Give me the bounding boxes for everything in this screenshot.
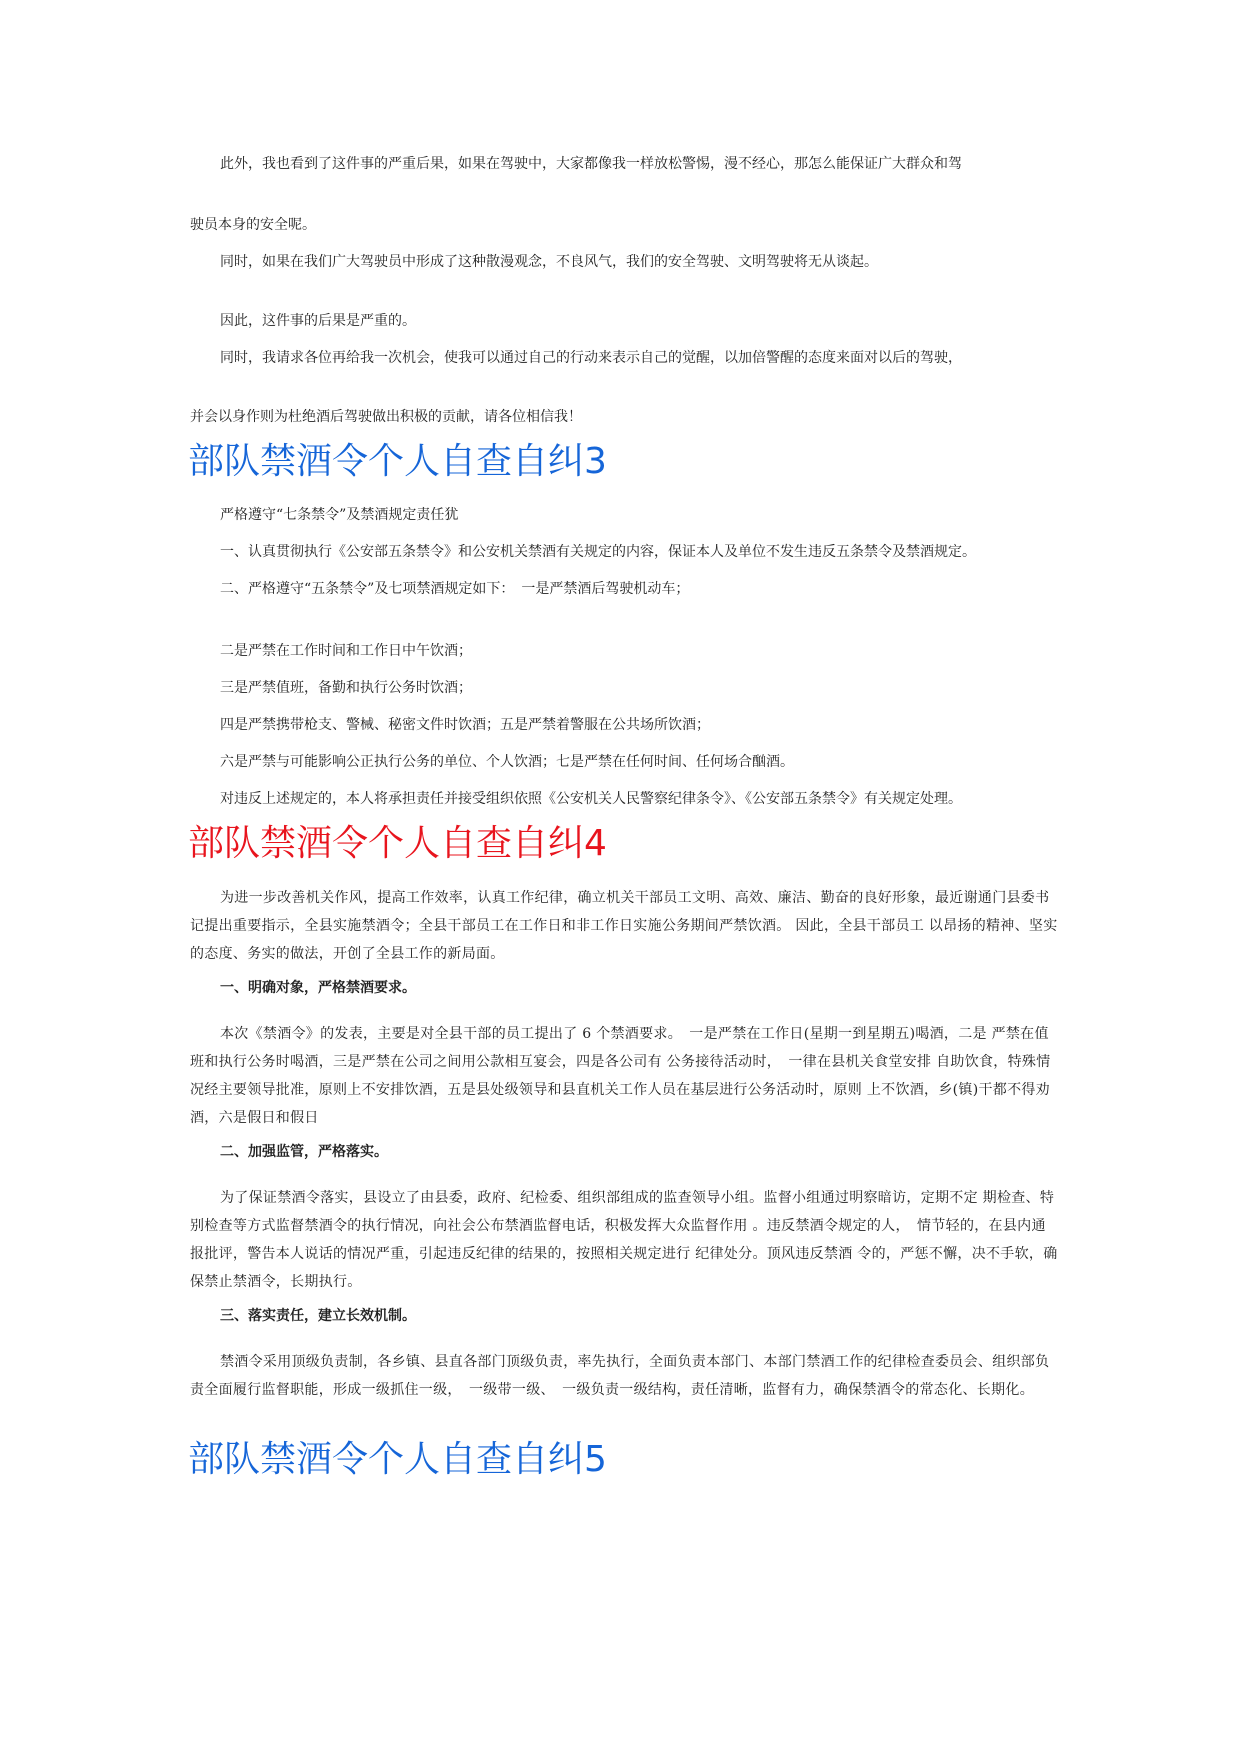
section-heading-5: 部队禁酒令个人自查自纠5 — [188, 1439, 607, 1480]
paragraph: 一、认真贯彻执行《公安部五条禁令》和公安机关禁酒有关规定的内容，保证本人及单位不发生违反五条禁令及禁酒规定。 — [220, 544, 976, 560]
paragraph: 为进一步改善机关作风，提高工作效率，认真工作纪律，确立机关干部员工文明、高效、廉洁、勤奋的良好形象，最近谢通门县委书记提出重要指示，全县实施禁酒令；全县干部员工在工作日和非工作日实施公务期间严禁饮酒。 因此，全县干部员工 以昂扬的精神、坚实的态度、务实的做法，开创了全县工作的新局面。 — [190, 890, 1058, 962]
paragraph: 严格遵守“七条禁令”及禁酒规定责任犹 — [220, 507, 459, 523]
paragraph: 四是严禁携带枪支、警械、秘密文件时饮酒；五是严禁着警服在公共场所饮酒； — [220, 717, 710, 733]
paragraph: 六是严禁与可能影响公正执行公务的单位、个人饮酒；七是严禁在任何时间、任何场合酗酒。 — [220, 754, 794, 770]
paragraph: 为了保证禁酒令落实，县设立了由县委，政府、纪检委、组织部组成的监查领导小组。监督小组通过明察暗访，定期不定 期检查、特别检查等方式监督禁酒令的执行情况，向社会公布禁酒监督电话，积极发挥大众监督作用 。违反禁酒令规定的人， 情节轻的，在县内通报批评，警告本人说话的情况严重，引起违反纪律的结果的，按照相关规定进行 纪律处分。顶风违反禁酒 令的，严惩不懈，决不手软，确保禁止禁酒令，长期执行。 — [190, 1190, 1058, 1290]
paragraph: 同时，我请求各位再给我一次机会，使我可以通过自己的行动来表示自己的觉醒，以加倍警醒的态度来面对以后的驾驶， — [220, 350, 962, 366]
subheading: 一、明确对象，严格禁酒要求。 — [220, 980, 416, 996]
paragraph: 三是严禁值班，备勤和执行公务时饮酒； — [220, 680, 472, 696]
paragraph: 因此，这件事的后果是严重的。 — [220, 313, 416, 329]
paragraph: 此外，我也看到了这件事的严重后果，如果在驾驶中，大家都像我一样放松警惕，漫不经心，那怎么能保证广大群众和驾 — [220, 156, 962, 172]
paragraph: 二是严禁在工作时间和工作日中午饮酒； — [220, 643, 472, 659]
subheading: 二、加强监管，严格落实。 — [220, 1144, 388, 1160]
paragraph: 本次《禁酒令》的发表，主要是对全县干部的员工提出了 6 个禁酒要求。 一是严禁在工作日(星期一到星期五)喝酒，二是 严禁在值班和执行公务时喝酒，三是严禁在公司之间用公款相互宴会，四是各公司有 公务接待活动时， 一律在县机关食堂安排 自助饮食，特殊情况经主要领导批准，原则上不安排饮酒，五是县处级领导和县直机关工作人员在基层进行公务活动时，原则 上不饮酒，乡(镇)干都不得劝酒，六是假日和假日 — [190, 1026, 1051, 1126]
section-heading-3: 部队禁酒令个人自查自纠3 — [188, 441, 607, 482]
section-heading-4: 部队禁酒令个人自查自纠4 — [188, 823, 607, 864]
paragraph: 并会以身作则为杜绝酒后驾驶做出积极的贡献，请各位相信我！ — [190, 409, 582, 425]
paragraph: 驶员本身的安全呢。 — [190, 217, 316, 233]
paragraph: 二、严格遵守“五条禁令”及七项禁酒规定如下： 一是严禁酒后驾驶机动车； — [220, 581, 690, 597]
paragraph: 禁酒令采用顶级负责制，各乡镇、县直各部门顶级负责，率先执行，全面负责本部门、本部门禁酒工作的纪律检查委员会、组织部负责全面履行监督职能，形成一级抓住一级， 一级带一级、 一级负责一级结构，责任清晰，监督有力，确保禁酒令的常态化、长期化。 — [190, 1354, 1050, 1398]
paragraph: 对违反上述规定的，本人将承担责任并接受组织依照《公安机关人民警察纪律条令》、《公安部五条禁令》有关规定处理。 — [220, 791, 962, 807]
subheading: 三、落实责任，建立长效机制。 — [220, 1308, 416, 1324]
paragraph: 同时，如果在我们广大驾驶员中形成了这种散漫观念，不良风气，我们的安全驾驶、文明驾驶将无从谈起。 — [220, 254, 878, 270]
